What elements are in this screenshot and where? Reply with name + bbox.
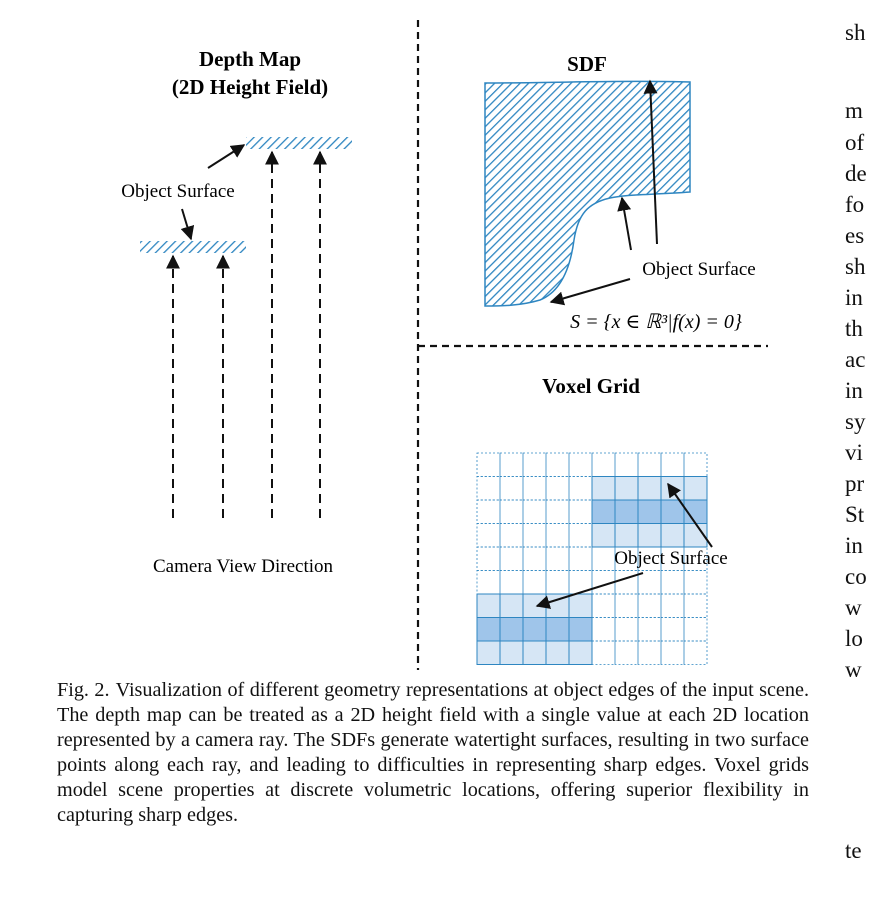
voxel-cell <box>615 594 638 618</box>
adjacent-column-line: w <box>845 657 862 682</box>
voxel-cell <box>477 524 500 548</box>
voxel-filled-cell <box>661 524 684 548</box>
voxel-cell <box>615 641 638 665</box>
voxel-filled-cell <box>592 524 615 548</box>
voxel-cell <box>638 618 661 642</box>
adjacent-column-line: th <box>845 316 863 341</box>
voxel-filled-cell <box>477 594 500 618</box>
depth-surface-low <box>140 241 246 253</box>
figure-caption <box>57 678 809 828</box>
adjacent-column-line: in <box>845 378 863 403</box>
voxel-filled-cell <box>592 477 615 501</box>
voxel-cell <box>684 618 707 642</box>
voxel-cell <box>500 500 523 524</box>
voxel-filled-cell <box>569 594 592 618</box>
voxel-cell <box>661 641 684 665</box>
depth-surface-arrow-high <box>208 145 244 168</box>
voxel-filled-cell <box>638 477 661 501</box>
caption-text: Visualization of different geometry representations at object edges of the input scene. The depth map can be treated as a 2D height field with a single value at each 2D location represented by a camera ray. The SDFs generate watertight surfaces, resulting in two surface points along each ray, and leading to difficulties in representing sharp edges. Voxel grids model scene properties at discrete volumetric locations, offering superior flexibility in capturing sharp edges. <box>57 679 809 826</box>
voxel-filled-cell <box>500 641 523 665</box>
voxel-filled-cell <box>500 594 523 618</box>
voxel-cell <box>546 453 569 477</box>
voxel-filled-cell <box>523 641 546 665</box>
voxel-surface-cell <box>477 618 500 642</box>
voxel-filled-cell <box>523 594 546 618</box>
voxel-cell <box>661 594 684 618</box>
voxel-cell <box>523 477 546 501</box>
voxel-cell <box>615 453 638 477</box>
voxel-surface-cell <box>523 618 546 642</box>
sdf-equation: S = {x ∈ ℝ³|f(x) = 0} <box>570 311 742 333</box>
voxel-surface-cell <box>500 618 523 642</box>
voxel-cell <box>523 524 546 548</box>
voxel-filled-cell <box>546 641 569 665</box>
depth-surface-arrow-low <box>182 209 191 239</box>
adjacent-column-line: sy <box>845 409 866 434</box>
voxel-cell <box>638 594 661 618</box>
voxel-filled-cell <box>638 524 661 548</box>
caption-label: Fig. 2. <box>57 679 110 701</box>
adjacent-column-line: m <box>845 98 863 123</box>
adjacent-column-line: vi <box>845 440 863 465</box>
adjacent-column-line: co <box>845 564 867 589</box>
sdf-surface-label: Object Surface <box>642 259 756 280</box>
voxel-cell <box>500 571 523 595</box>
depth-surface-high <box>246 137 352 149</box>
voxel-cell <box>546 500 569 524</box>
voxel-surface-cell <box>592 500 615 524</box>
sdf-title: SDF <box>567 52 607 76</box>
voxel-surface-cell <box>615 500 638 524</box>
adjacent-column-line: pr <box>845 471 865 496</box>
voxel-cell <box>477 571 500 595</box>
voxel-cell <box>569 524 592 548</box>
voxel-filled-cell <box>615 477 638 501</box>
voxel-cell <box>569 477 592 501</box>
adjacent-column-line: ac <box>845 347 866 372</box>
adjacent-column-line: sh <box>845 254 866 279</box>
adjacent-column-line: in <box>845 533 863 558</box>
adjacent-column-line: de <box>845 161 867 186</box>
voxel-cell <box>661 453 684 477</box>
adjacent-column-line: es <box>845 223 865 248</box>
voxel-cell <box>477 547 500 571</box>
adjacent-column-line: sh <box>845 20 866 45</box>
adjacent-column-line: te <box>845 838 862 863</box>
voxel-cell <box>523 571 546 595</box>
voxel-cell <box>592 594 615 618</box>
voxel-cell <box>569 547 592 571</box>
voxel-cell <box>684 453 707 477</box>
voxel-cell <box>638 453 661 477</box>
voxel-cell <box>500 477 523 501</box>
adjacent-column-line: in <box>845 285 863 310</box>
adjacent-column-line: w <box>845 595 862 620</box>
voxel-cell <box>523 500 546 524</box>
voxel-filled-cell <box>477 641 500 665</box>
voxel-cell <box>569 500 592 524</box>
voxel-filled-cell <box>615 524 638 548</box>
voxel-cell <box>569 453 592 477</box>
voxel-cell <box>546 571 569 595</box>
voxel-cell <box>500 547 523 571</box>
voxel-filled-cell <box>569 641 592 665</box>
voxel-cell <box>661 618 684 642</box>
depth-map-subtitle: (2D Height Field) <box>171 75 329 99</box>
voxel-filled-cell <box>661 477 684 501</box>
voxel-cell <box>523 547 546 571</box>
voxel-filled-cell <box>684 477 707 501</box>
voxel-cell <box>592 641 615 665</box>
adjacent-column-line: St <box>845 502 865 527</box>
voxel-cell <box>523 453 546 477</box>
sdf-arrow-mid <box>622 198 631 250</box>
voxel-cell <box>684 594 707 618</box>
voxel-surface-cell <box>569 618 592 642</box>
voxel-cell <box>661 571 684 595</box>
depth-surface-label: Object Surface <box>121 181 235 202</box>
adjacent-column-line: lo <box>845 626 863 651</box>
voxel-cell <box>615 618 638 642</box>
depth-map-title: Depth Map <box>198 47 302 71</box>
voxel-cell <box>684 571 707 595</box>
adjacent-column-line: fo <box>845 192 865 217</box>
voxel-cell <box>592 453 615 477</box>
voxel-cell <box>684 641 707 665</box>
voxel-cell <box>615 571 638 595</box>
voxel-cell <box>546 477 569 501</box>
voxel-cell <box>500 524 523 548</box>
voxel-cell <box>477 453 500 477</box>
camera-rays <box>173 152 320 518</box>
voxel-surface-label: Object Surface <box>614 548 728 569</box>
voxel-cell <box>500 453 523 477</box>
voxel-cell <box>546 524 569 548</box>
sdf-arrow-bottom <box>551 279 630 302</box>
voxel-title: Voxel Grid <box>542 374 640 398</box>
voxel-cell <box>477 477 500 501</box>
voxel-surface-cell <box>638 500 661 524</box>
adjacent-column-line: of <box>845 130 865 155</box>
voxel-cell <box>477 500 500 524</box>
voxel-cell <box>546 547 569 571</box>
voxel-cell <box>592 547 615 571</box>
voxel-cell <box>592 618 615 642</box>
camera-view-label: Camera View Direction <box>153 556 333 577</box>
voxel-cell <box>638 641 661 665</box>
voxel-surface-cell <box>546 618 569 642</box>
